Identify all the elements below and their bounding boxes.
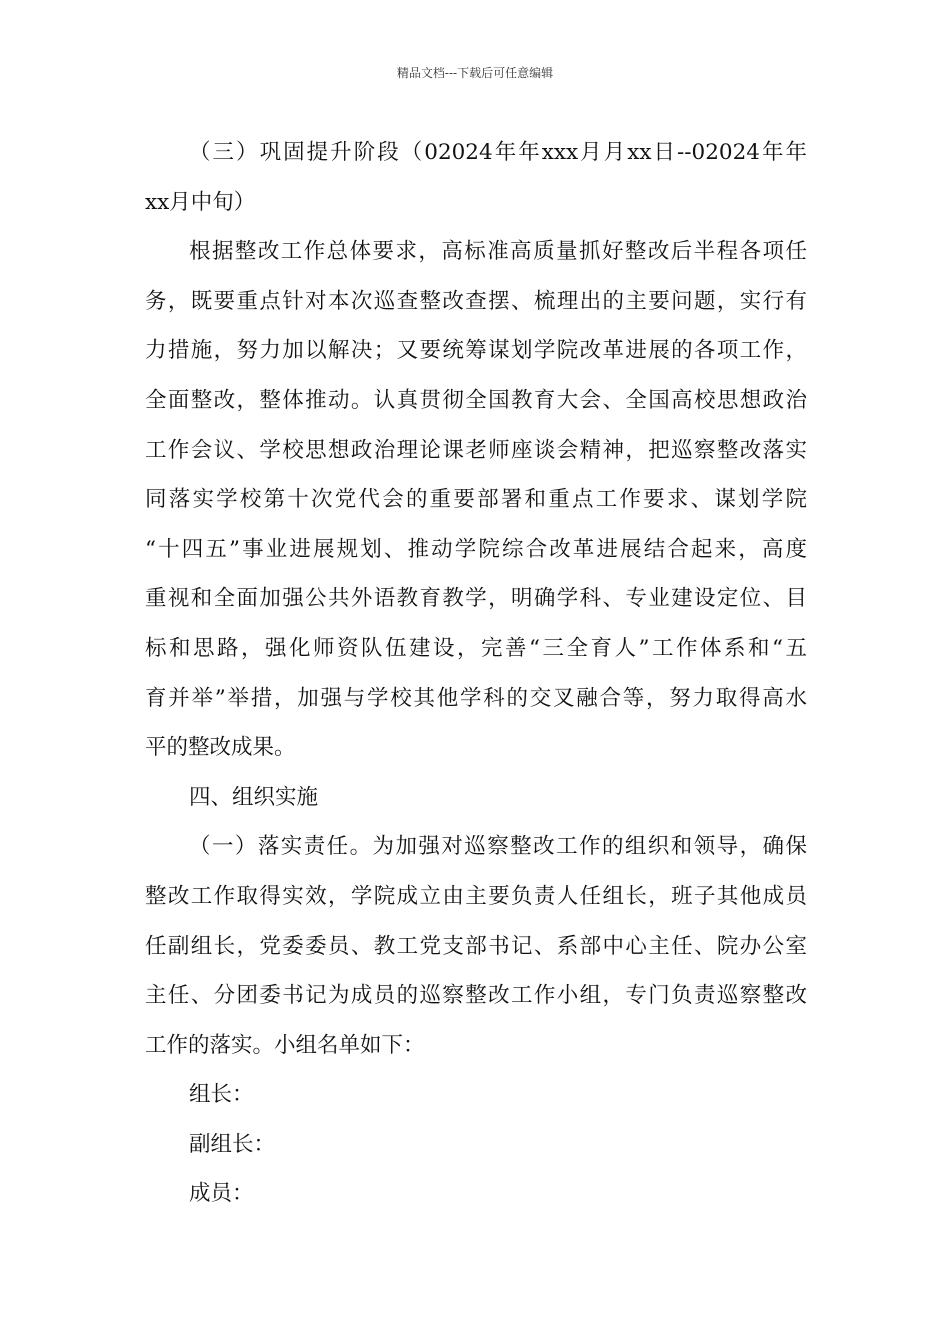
deputy-leader-label: 副组长：	[189, 1131, 276, 1157]
text-line: 工作会议、学校思想政治理论课老师座谈会精神，把巡察整改落实	[145, 437, 807, 463]
group-leader-label: 组长：	[189, 1082, 254, 1108]
text-line: 根据整改工作总体要求，高标准高质量抓好整改后半程各项任	[189, 239, 807, 265]
text-line: 标和思路，强化师资队伍建设，完善“三全育人”工作体系和“五	[145, 635, 807, 661]
text-line: 工作的落实。小组名单如下：	[145, 1032, 425, 1058]
text-line: 重视和全面加强公共外语教育教学，明确学科、专业建设定位、目	[145, 586, 807, 612]
members-label: 成员：	[189, 1181, 254, 1207]
text-line: 整改工作取得实效，学院成立由主要负责人任组长，班子其他成员	[145, 883, 807, 909]
text-line: 同落实学校第十次党代会的重要部署和重点工作要求、谋划学院	[145, 487, 807, 513]
paragraph-implement-responsibility	[145, 822, 807, 1070]
text-line: 主任、分团委书记为成员的巡察整改工作小组，专门负责巡察整改	[145, 983, 807, 1009]
document-body	[145, 128, 807, 1219]
text-line: 平的整改成果。	[145, 735, 296, 761]
text-line: xx月中旬）	[145, 189, 256, 215]
text-line: 全面整改，整体推动。认真贯彻全国教育大会、全国高校思想政治	[145, 387, 807, 413]
text-line: 育并举”举措，加强与学校其他学科的交叉融合等，努力取得高水	[145, 685, 807, 711]
section-4-heading: 四、组织实施	[189, 784, 319, 810]
text-line: （一）落实责任。为加强对巡察整改工作的组织和领导，确保	[189, 834, 807, 860]
text-line: 务，既要重点针对本次巡查整改查摆、梳理出的主要问题，实行有	[145, 288, 807, 314]
section-3-heading	[145, 128, 807, 227]
text-line: 任副组长，党委委员、教工党支部书记、系部中心主任、院办公室	[145, 933, 807, 959]
text-line: （三）巩固提升阶段（02024年年xxx月月xx日--02024年年	[189, 140, 807, 165]
text-line: 力措施，努力加以解决；又要统筹谋划学院改革进展的各项工作，	[145, 338, 807, 364]
text-line: “十四五”事业进展规划、推动学院综合改革进展结合起来，高度	[145, 536, 807, 562]
paragraph-rectification-tasks	[145, 227, 807, 773]
group-member-list	[145, 1070, 807, 1219]
page-header: 精品文档---下载后可任意编辑	[396, 66, 554, 80]
